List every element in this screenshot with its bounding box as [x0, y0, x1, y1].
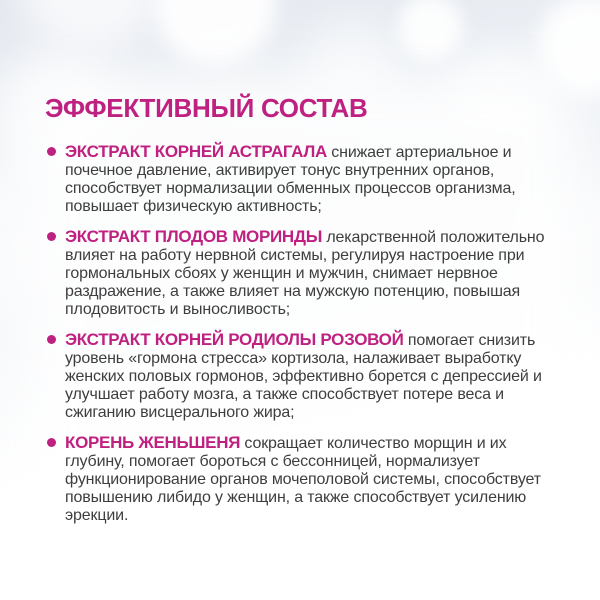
item-text: [65, 331, 567, 422]
page-title: ЭФФЕКТИВНЫЙ СОСТАВ: [45, 93, 368, 123]
item-body: помогает снизить уровень «гормона стресса» кортизола, налаживает выработку женских половых гормонов, эффективно борется с депрессией и улучшает работу мозга, а также способствует потере веса и сжиганию висцерального жира;: [65, 332, 542, 421]
bullet-icon: [47, 147, 56, 156]
item-body: сокращает количество морщин и их глубину, помогает бороться с бессонницей, нормализует функционирование органов мочеполовой системы, способствует повышению либидо у женщин, а также способствует усилению эрекции.: [65, 435, 541, 524]
bullet-icon: [47, 438, 56, 447]
list-item: [65, 143, 567, 216]
item-heading: ЭКСТРАКТ ПЛОДОВ МОРИНДЫ: [65, 227, 323, 246]
item-heading: КОРЕНЬ ЖЕНЬШЕНЯ: [65, 433, 241, 452]
bullet-icon: [47, 232, 56, 241]
bokeh-circle: [20, 0, 160, 50]
ingredient-list: [65, 143, 567, 525]
item-heading: ЭКСТРАКТ КОРНЕЙ РОДИОЛЫ РОЗОВОЙ: [65, 330, 404, 349]
bokeh-circle: [155, 0, 275, 65]
item-text: [65, 434, 567, 525]
bokeh-circle: [398, 0, 462, 60]
list-item: [65, 434, 567, 525]
item-heading: ЭКСТРАКТ КОРНЕЙ АСТРАГАЛА: [65, 142, 327, 161]
bullet-icon: [47, 335, 56, 344]
item-text: [65, 228, 567, 319]
content-area: [45, 93, 567, 537]
item-body: снижает артериальное и почечное давление, активирует тонус внутренних органов, способствует нормализации обменных процессов организма, повышает физическую активность;: [65, 144, 516, 215]
item-body: лекарственной положительно влияет на работу нервной системы, регулируя настроение при гормональных сбоях у женщин и мужчин, снимает нервное раздражение, а также влияет на мужскую потенцию, повышая плодовитость и выносливость;: [65, 229, 545, 318]
list-item: [65, 331, 567, 422]
list-item: [65, 228, 567, 319]
item-text: [65, 143, 567, 216]
